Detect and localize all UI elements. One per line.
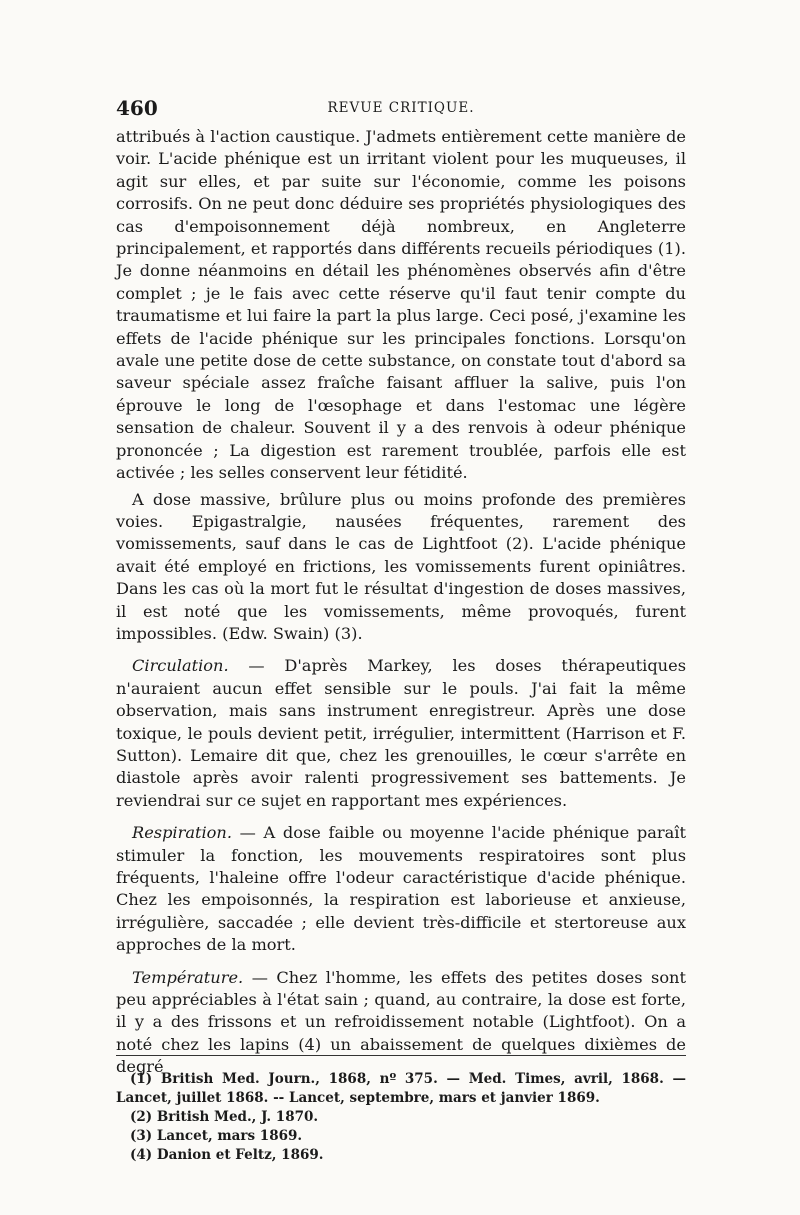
section-text-temperature: — Chez l'homme, les effets des petites doses sont peu appréciables à l'état sain ; quand, au contraire, la dose est forte, il y a des frissons et un refroidissement notable (Lightfoot). On a noté chez les lapins (4) un abaissement de quelques dixièmes de degré bbox=[116, 967, 686, 1077]
section-title-respiration: Respiration. bbox=[132, 823, 233, 843]
footnote-2: (2) British Med., J. 1870. bbox=[130, 1109, 319, 1125]
footnote-3: (3) Lancet, mars 1869. bbox=[130, 1128, 303, 1144]
section-respiration bbox=[116, 822, 686, 956]
paragraph-massive-dose: A dose massive, brûlure plus ou moins profonde des premières voies. Epigastralgie, nausées fréquentes, rarement des vomissements, sauf dans le cas de Lightfoot (2). L'acide phénique avait été employé en frictions, les vomissements furent opiniâtres. Dans les cas où la mort fut le résultat d'ingestion de doses massives, il est noté que les vomissements, même provoqués, furent impossibles. (Edw. Swain) (3). bbox=[116, 489, 686, 643]
page-number: 460 bbox=[116, 96, 158, 120]
footnote-1: (1) British Med. Journ., 1868, nº 375. — Med. Times, avril, 1868. — Lancet, juillet 1868. -- Lancet, septembre, mars et janvier 1869. bbox=[116, 1071, 686, 1106]
section-circulation bbox=[116, 655, 686, 812]
body-text bbox=[116, 126, 686, 1079]
section-title-circulation: Circulation. bbox=[132, 656, 229, 676]
section-temperature bbox=[116, 967, 686, 1079]
running-head: REVUE CRITIQUE. bbox=[327, 100, 475, 116]
section-text-circulation: — D'après Markey, les doses thérapeutiques n'auraient aucun effet sensible sur le pouls. J'ai fait la même observation, mais sans instrument enregistreur. Après une dose toxique, le pouls devient petit, irrégulier, intermittent (Harrison et F. Sutton). Lemaire dit que, chez les grenouilles, le cœur s'arrête en diastole après avoir ralenti progressivement ses battements. Je reviendrai sur ce sujet en rapportant mes expériences. bbox=[116, 656, 686, 810]
footnotes bbox=[116, 1070, 686, 1165]
page-header bbox=[116, 96, 686, 122]
footnote-4: (4) Danion et Feltz, 1869. bbox=[130, 1147, 324, 1163]
footnote-divider bbox=[116, 1055, 686, 1056]
section-title-temperature: Température. bbox=[132, 967, 244, 987]
section-text-respiration: — A dose faible ou moyenne l'acide phénique paraît stimuler la fonction, les mouvements respiratoires sont plus fréquents, l'haleine offre l'odeur caractéristique d'acide phénique. Chez les empoisonnés, la respiration est laborieuse et anxieuse, irrégulière, saccadée ; elle devient très-difficile et stertoreuse aux approches de la mort. bbox=[116, 823, 686, 955]
paragraph-continued: attribués à l'action caustique. J'admets entièrement cette manière de voir. L'acide phénique est un irritant violent pour les muqueuses, il agit sur elles, et par suite sur l'économie, comme les poisons corrosifs. On ne peut donc déduire ses propriétés physiologiques des cas d'empoisonnement déjà nombreux, en Angleterre principalement, et rapportés dans différents recueils périodiques (1). Je donne néanmoins en détail les phénomènes observés afin d'être complet ; je le fais avec cette réserve qu'il faut tenir compte du traumatisme et lui faire la part la plus large. Ceci posé, j'examine les effets de l'acide phénique sur les principales fonctions. Lorsqu'on avale une petite dose de cette substance, on constate tout d'abord sa saveur spéciale assez fraîche faisant affluer la salive, puis l'on éprouve le long de l'œsophage et dans l'estomac une légère sensation de chaleur. Souvent il y a des renvois à odeur phénique prononcée ; La digestion est rarement troublée, parfois elle est activée ; les selles conservent leur fétidité. bbox=[116, 127, 686, 483]
